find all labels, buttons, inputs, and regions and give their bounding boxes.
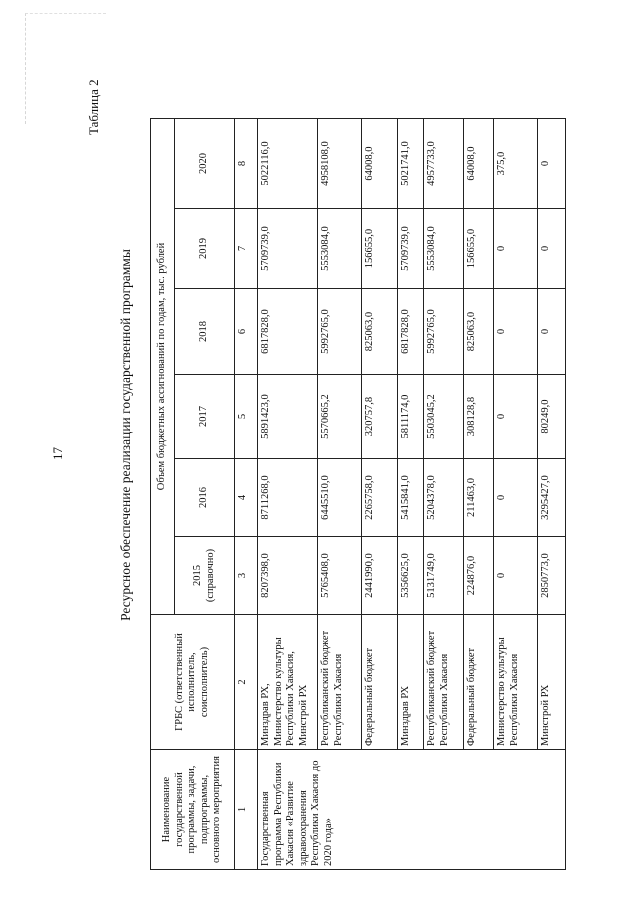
column-index: 4 [235,459,258,537]
value-cell: 6817828,0 [258,289,318,375]
value-cell: 2441990,0 [362,537,398,615]
grbs-cell: Министерство культуры Республики Хакасия [494,615,538,750]
value-cell: 80249,0 [538,375,566,459]
value-cell: 6445510,0 [318,459,362,537]
value-cell: 320757,8 [362,375,398,459]
value-cell: 211463,0 [464,459,494,537]
grbs-cell: Федеральный бюджет [464,615,494,750]
column-index: 8 [235,119,258,209]
value-cell: 0 [538,209,566,289]
grbs-cell: Минздрав РХ, Министерство культуры Республики Хакасия, Минстрой РХ [258,615,318,750]
value-cell: 5553084,0 [318,209,362,289]
table-row [258,119,318,870]
header-year-2019: 2019 [175,209,235,289]
value-cell: 5811174,0 [398,375,424,459]
value-cell: 64008,0 [362,119,398,209]
resource-table [150,118,566,870]
value-cell: 2265758,0 [362,459,398,537]
value-cell: 4958108,0 [318,119,362,209]
value-cell: 0 [494,289,538,375]
value-cell: 0 [494,375,538,459]
header-year-2016: 2016 [175,459,235,537]
value-cell: 308128,8 [464,375,494,459]
program-name: Государственная программа Республики Хакасия «Развитие здравоохранения Республики Хакасия до 2020 года» [258,750,566,870]
column-index: 5 [235,375,258,459]
value-cell: 156655,0 [362,209,398,289]
value-cell: 0 [538,119,566,209]
column-index: 3 [235,537,258,615]
column-index: 6 [235,289,258,375]
value-cell: 5204378,0 [424,459,464,537]
value-cell: 5021741,0 [398,119,424,209]
value-cell: 5992765,0 [318,289,362,375]
value-cell: 0 [538,289,566,375]
column-index: 7 [235,209,258,289]
value-cell: 5553084,0 [424,209,464,289]
value-cell: 375,0 [494,119,538,209]
value-cell: 4957733,0 [424,119,464,209]
value-cell: 825063,0 [362,289,398,375]
value-cell: 8711268,0 [258,459,318,537]
header-name: Наименование государственной программы, задачи, подпрограммы, основного мероприятия [151,750,235,870]
value-cell: 156655,0 [464,209,494,289]
value-cell: 0 [494,459,538,537]
value-cell: 64008,0 [464,119,494,209]
grbs-cell: Республиканский бюджет Республики Хакасия [318,615,362,750]
header-year-2017: 2017 [175,375,235,459]
value-cell: 0 [494,209,538,289]
value-cell: 5022116,0 [258,119,318,209]
header-grbs: ГРБС (ответственный исполнитель, соисполнитель) [151,615,235,750]
value-cell: 8207398,0 [258,537,318,615]
value-cell: 224876,0 [464,537,494,615]
grbs-cell: Республиканский бюджет Республики Хакасия [424,615,464,750]
value-cell: 5709739,0 [398,209,424,289]
grbs-cell: Минстрой РХ [538,615,566,750]
column-index: 1 [235,750,258,870]
value-cell: 5891423,0 [258,375,318,459]
value-cell: 5131749,0 [424,537,464,615]
header-year-2020: 2020 [175,119,235,209]
header-year-2015: 2015 (справочно) [175,537,235,615]
value-cell: 5992765,0 [424,289,464,375]
value-cell: 3295427,0 [538,459,566,537]
grbs-cell: Федеральный бюджет [362,615,398,750]
grbs-cell: Минздрав РХ [398,615,424,750]
column-index: 2 [235,615,258,750]
value-cell: 5415841,0 [398,459,424,537]
value-cell: 6817828,0 [398,289,424,375]
value-cell: 5570665,2 [318,375,362,459]
value-cell: 0 [494,537,538,615]
header-budget-group: Объем бюджетных ассигнований по годам, тыс. рублей [151,119,175,615]
value-cell: 5765408,0 [318,537,362,615]
value-cell: 825063,0 [464,289,494,375]
value-cell: 5503045,2 [424,375,464,459]
table-label: Таблица 2 [86,79,101,135]
document-title: Ресурсное обеспечение реализации государственной программы [118,249,133,621]
value-cell: 5709739,0 [258,209,318,289]
value-cell: 5356625,0 [398,537,424,615]
header-year-2018: 2018 [175,289,235,375]
value-cell: 2850773,0 [538,537,566,615]
page-number: 17 [50,447,65,460]
